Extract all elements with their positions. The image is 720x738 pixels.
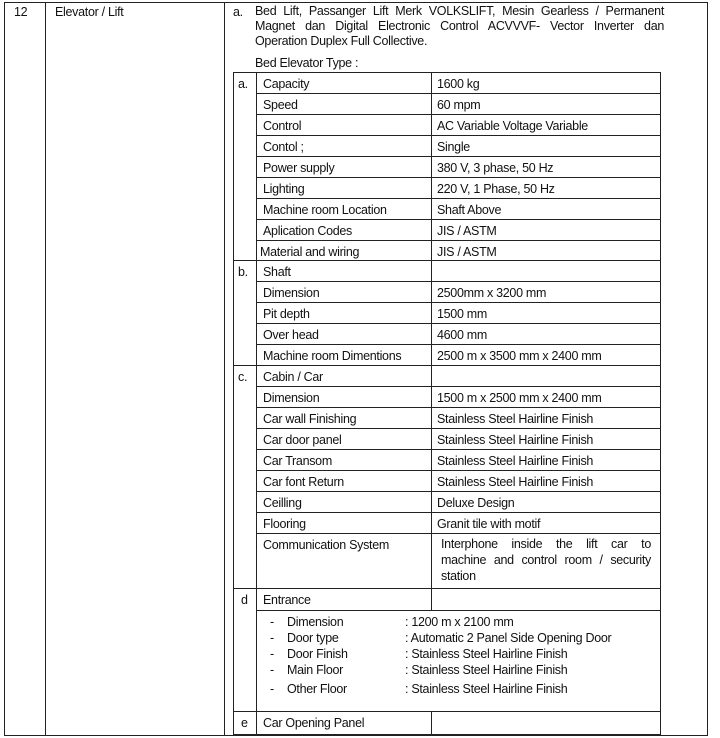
entrance-value: : 1200 m x 2100 mm [405, 615, 514, 629]
description-marker: a. [233, 5, 243, 19]
spec-label: Material and wiring [260, 245, 360, 259]
row-sep [256, 135, 661, 136]
entrance-label: Main Floor [287, 663, 344, 677]
spec-value: 2500 m x 3500 mm x 2400 mm [437, 349, 602, 363]
row-sep [256, 386, 661, 387]
spec-label: Car Transom [263, 454, 332, 468]
section-marker-e: e [241, 716, 248, 730]
outer-bottom-border [4, 735, 708, 736]
spec-label: Car wall Finishing [263, 412, 357, 426]
section-marker-d: d [241, 593, 248, 607]
spec-label: Control [263, 119, 302, 133]
spec-label: Lighting [263, 182, 305, 196]
row-sep [256, 240, 661, 241]
row-sep [256, 302, 661, 303]
entrance-label: Door type [287, 631, 339, 645]
spec-label: Ceilling [263, 496, 302, 510]
spec-label: Speed [263, 98, 298, 112]
description-line: Magnet dan Digital Electronic Control ACVVVF- Vector Inverter dan [255, 19, 664, 33]
row-sep [256, 407, 661, 408]
spec-value: Stainless Steel Hairline Finish [437, 475, 594, 489]
col-divider-number [45, 2, 46, 736]
spec-value: Stainless Steel Hairline Finish [437, 433, 594, 447]
entrance-dash: - [270, 682, 274, 696]
inner-value-divider [431, 72, 432, 611]
spec-value: Shaft Above [437, 203, 502, 217]
entrance-dash: - [270, 663, 274, 677]
row-sep [256, 219, 661, 220]
section-title-entrance: Entrance [263, 593, 311, 607]
spec-label: Capacity [263, 77, 310, 91]
description-line: Operation Duplex Full Collective. [255, 34, 428, 48]
inner-bottom-border [233, 734, 661, 735]
entrance-label: Other Floor [287, 682, 347, 696]
spec-label: Car door panel [263, 433, 342, 447]
entrance-label: Door Finish [287, 647, 348, 661]
spec-value: 60 mpm [437, 98, 481, 112]
spec-value: 2500mm x 3200 mm [437, 286, 547, 300]
inner-marker-divider [256, 72, 257, 735]
spec-value: 1500 mm [437, 307, 488, 321]
col-divider-item [224, 2, 225, 736]
row-sep [256, 156, 661, 157]
outer-right-border [707, 2, 708, 736]
spec-label: Dimension [263, 286, 320, 300]
spec-label: Pit depth [263, 307, 310, 321]
item-name: Elevator / Lift [55, 5, 124, 19]
inner-left-border [233, 72, 234, 735]
row-sep [256, 344, 661, 345]
section-marker-b: b. [238, 265, 248, 279]
spec-label: Communication System [263, 538, 389, 552]
spec-label: Dimension [263, 391, 320, 405]
spec-label: Flooring [263, 517, 306, 531]
sep-section-d [233, 588, 661, 589]
spec-label: Machine room Dimentions [263, 349, 402, 363]
spec-value: Single [437, 140, 470, 154]
row-sep [256, 198, 661, 199]
spec-value-line: station [441, 569, 476, 583]
spec-value: 1500 m x 2500 mm x 2400 mm [437, 391, 602, 405]
sep-section-b [233, 260, 661, 261]
entrance-label: Dimension [287, 615, 344, 629]
row-sep [256, 512, 661, 513]
section-title-shaft: Shaft [263, 265, 291, 279]
spec-label: Over head [263, 328, 319, 342]
section-title-cabin: Cabin / Car [263, 370, 323, 384]
spec-value: 4600 mm [437, 328, 488, 342]
row-sep [256, 491, 661, 492]
row-sep [256, 323, 661, 324]
row-sep [256, 177, 661, 178]
row-sep [256, 610, 661, 611]
entrance-value: : Automatic 2 Panel Side Opening Door [405, 631, 612, 645]
spec-value: AC Variable Voltage Variable [437, 119, 588, 133]
entrance-value: : Stainless Steel Hairline Finish [405, 663, 568, 677]
spec-value: Granit tile with motif [437, 517, 541, 531]
row-sep [256, 93, 661, 94]
row-sep [256, 470, 661, 471]
section-title-car-opening-panel: Car Opening Panel [263, 716, 365, 730]
description-line: Bed Elevator Type : [255, 56, 359, 70]
section-marker-a: a. [238, 77, 248, 91]
row-sep [256, 449, 661, 450]
spec-label: Contol ; [263, 140, 304, 154]
section-marker-c: c. [238, 370, 248, 384]
spec-value: Stainless Steel Hairline Finish [437, 412, 594, 426]
spec-value: JIS / ASTM [437, 245, 497, 259]
entrance-value: : Stainless Steel Hairline Finish [405, 682, 568, 696]
row-sep [256, 281, 661, 282]
spec-value-line: Interphone inside the lift car to [441, 537, 651, 551]
row-number: 12 [14, 5, 28, 19]
spec-value-line: machine and control room / security [441, 553, 651, 567]
spec-value: JIS / ASTM [437, 224, 497, 238]
row-sep [256, 428, 661, 429]
spec-label: Aplication Codes [263, 224, 353, 238]
spec-value: 1600 kg [437, 77, 480, 91]
entrance-value: : Stainless Steel Hairline Finish [405, 647, 568, 661]
entrance-dash: - [270, 647, 274, 661]
spec-label: Power supply [263, 161, 335, 175]
spec-value: Stainless Steel Hairline Finish [437, 454, 594, 468]
row-sep [256, 114, 661, 115]
spec-value: 220 V, 1 Phase, 50 Hz [437, 182, 555, 196]
row-sep [256, 533, 661, 534]
spec-value: Deluxe Design [437, 496, 515, 510]
outer-left-border [4, 2, 5, 736]
spec-value: 380 V, 3 phase, 50 Hz [437, 161, 554, 175]
inner-right-border [660, 72, 661, 735]
outer-top-border [4, 2, 708, 3]
entrance-dash: - [270, 631, 274, 645]
entrance-dash: - [270, 615, 274, 629]
spec-label: Car font Return [263, 475, 344, 489]
description-line: Bed Lift, Passanger Lift Merk VOLKSLIFT, Mesin Gearless / Permanent [255, 4, 664, 18]
sep-section-c [233, 365, 661, 366]
spec-label: Machine room Location [263, 203, 387, 217]
inner-top-border [233, 72, 661, 73]
sep-section-e [233, 711, 661, 712]
inner-value-divider-e [431, 712, 432, 735]
